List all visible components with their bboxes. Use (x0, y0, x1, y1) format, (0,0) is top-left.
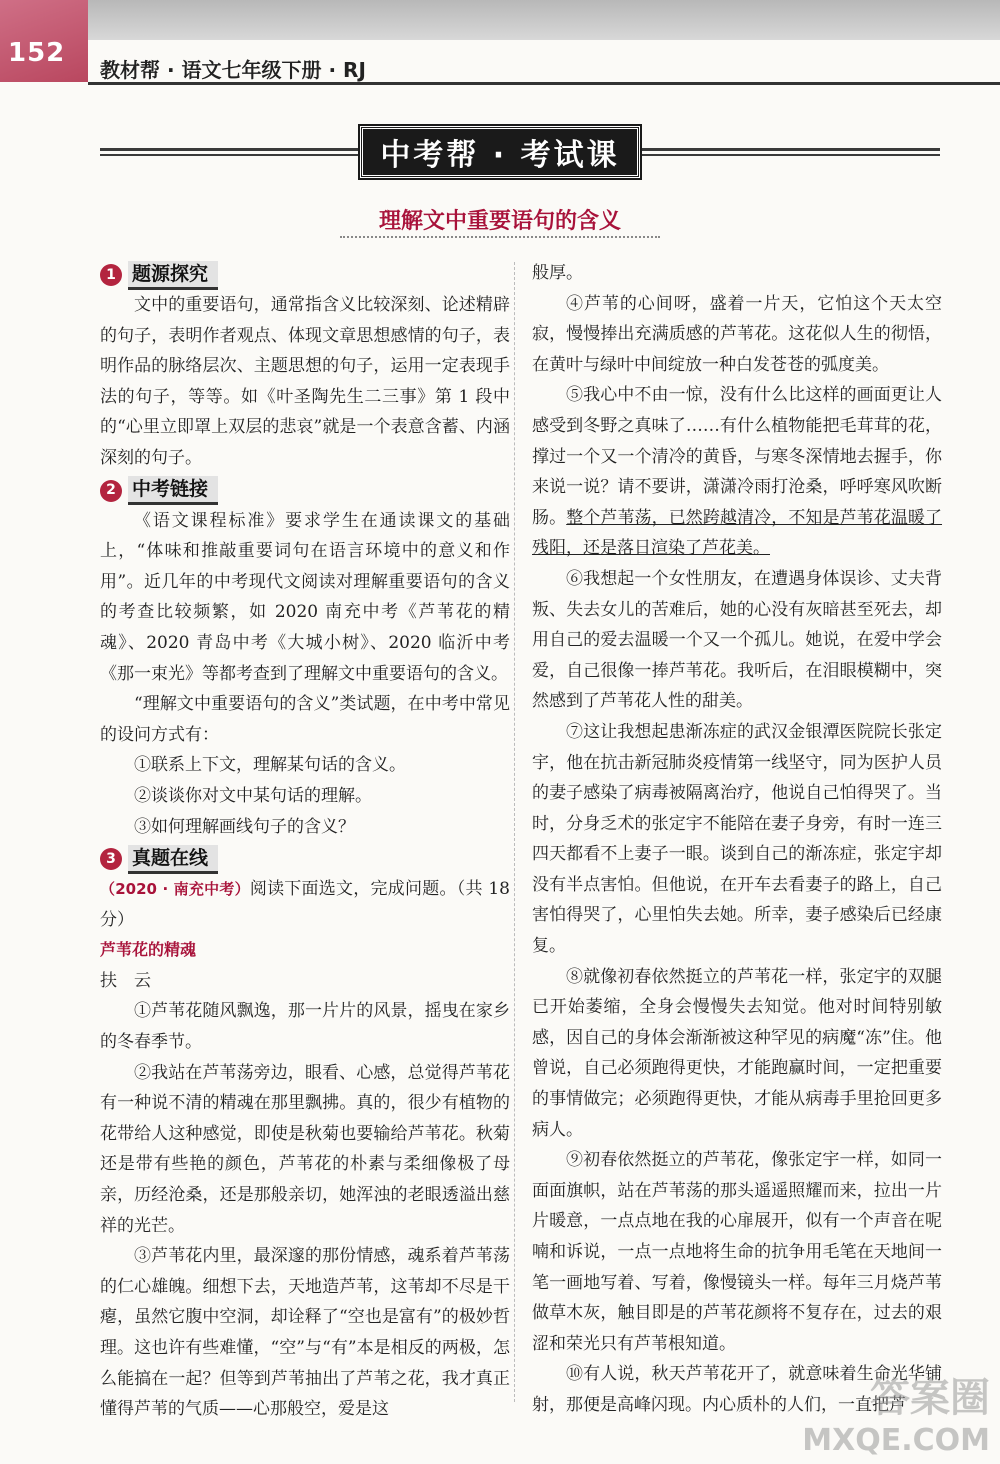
paragraph-text: ⑤我心中不由一惊，没有什么比这样的画面更让人感受到冬野之真味了……有什么植物能把毛茸茸的花，撑过一个又一个清冷的黄昏，与寒冬深情地去握手，你来说一说？请不要讲，潇潇冷雨打沧桑，呼呼寒风吹断肠。 (532, 385, 942, 528)
question-type: ③如何理解画线句子的含义？ (134, 816, 355, 837)
section-number-icon: 2 (100, 480, 122, 502)
header-band (88, 0, 1000, 40)
page-number: 152 (8, 38, 66, 68)
article-paragraph: ⑥我想起一个女性朋友，在遭遇身体误诊、丈夫背叛、失去女儿的苦难后，她的心没有灰暗甚至死去，却用自己的爱去温暖一个又一个孤儿。她说，在爱中学会爱，自己很像一捧芦苇花。我听后，在泪眼模糊中，突然感到了芦苇花人性的甜美。 (532, 568, 942, 712)
banner-title: 中考帮 · 考试课 (380, 138, 620, 173)
article-paragraph: 般厚。 (532, 263, 583, 283)
underlined-sentence: 整个芦苇荡，已然跨越清冷，不知是芦苇花温暖了残阳，还是落日渲染了芦花美。 (532, 507, 943, 559)
article-author: 扶云 (100, 970, 168, 991)
watermark (802, 1366, 990, 1458)
article-paragraph: ⑧就像初春依然挺立的芦苇花一样，张定宇的双腿已开始萎缩，全身会慢慢失去知觉。他对时间特别敏感，因自己的身体会渐渐被这种罕见的病魔“冻”住。他曾说，自己必须跑得更快，才能跑赢时间，一定把重要的事情做完；必须跑得更快，才能从病毒手里抢回更多病人。 (532, 966, 942, 1140)
section-title: 中考链接 (128, 476, 218, 505)
section-banner (360, 126, 640, 178)
article-paragraph: ①芦苇花随风飘逸，那一片片的风景，摇曳在家乡的冬春季节。 (100, 1001, 510, 1053)
article-paragraph: ⑨初春依然挺立的芦苇花，像张定宇一样，如同一面面旗帜，站在芦苇荡的那头遥遥照耀而来，拉出一片片暖意，一点点地在我的心扉展开，似有一个声音在呢喃和诉说，一点一点地将生命的抗争用毛笔在天地间一笔一画地写着、写着，像慢镜头一样。每年三月烧芦苇做草木灰，触目即是的芦苇花颜将不复存在，过去的艰涩和荣光只有芦苇根知道。 (532, 1150, 942, 1354)
question-type: ①联系上下文，理解某句话的含义。 (134, 755, 406, 776)
right-column (532, 258, 942, 1421)
left-column (100, 258, 510, 1425)
section-number-icon: 1 (100, 264, 122, 286)
watermark-logo: 答案圈 (870, 1375, 990, 1421)
section-number-icon: 3 (100, 848, 122, 870)
article-paragraph: ⑩有人说，秋天芦苇花开了，就意味着生命光华铺射，那便是高峰闪现。内心质朴的人们，一直把芦 (532, 1364, 942, 1415)
section-heading-3 (100, 844, 510, 874)
book-title: 教材帮 · 语文七年级下册 · RJ (100, 58, 366, 82)
article-paragraph: ③芦苇花内里，最深邃的那份情感，魂系着芦苇荡的仁心雄魄。细想下去，天地造芦苇，这苇却不尽是干瘪，虽然它腹中空洞，却诠释了“空也是富有”的极妙哲理。这也许有些难懂，“空”与“有”本是相反的两极，怎么能搞在一起？但等到芦苇抽出了芦苇之花，我才真正懂得芦苇的气质——心那般空，爱是这 (100, 1246, 510, 1420)
paragraph: 文中的重要语句，通常指含义比较深刻、论述精辟的句子，表明作者观点、体现文章思想感情的句子，表明作品的脉络层次、主题思想的句子，运用一定表现手法的句子，等等。如《叶圣陶先生二三事》第 1 段中的“心里立即罩上双层的悲哀”就是一个表意含蓄、内涵深刻的句子。 (100, 295, 510, 468)
page-subtitle: 理解文中重要语句的含义 (378, 209, 621, 234)
header-rule (88, 82, 1000, 85)
paragraph: “理解文中重要语句的含义”类试题，在中考中常见的设问方式有： (100, 694, 510, 745)
section-title: 真题在线 (128, 845, 218, 874)
article-title: 芦苇花的精魂 (100, 940, 197, 960)
article-paragraph: ④芦苇的心间呀，盛着一片天，它怕这个天太空寂，慢慢捧出充满质感的芦苇花。这花似人生的彻悟，在黄叶与绿叶中间绽放一种白发苍苍的弧度美。 (532, 293, 942, 375)
exam-instruction (100, 874, 510, 935)
question-type: ②谈谈你对文中某句话的理解。 (134, 785, 372, 806)
page-number-box (0, 0, 88, 82)
exam-source: （2020 · 南充中考） (100, 880, 250, 899)
article-paragraph (532, 380, 942, 564)
article-paragraph: ⑦这让我想起患渐冻症的武汉金银潭医院院长张定宇，他在抗击新冠肺炎疫情第一线坚守，同为医护人员的妻子感染了病毒被隔离治疗，他说自己怕得哭了。当时，分身乏术的张定宇不能陪在妻子身旁，有时一连三四天都看不上妻子一眼。谈到自己的渐冻症，张定宇却没有半点害怕。但他说，在开车去看妻子的路上，自己害怕得哭了，心里怕失去她。所幸，妻子感染后已经康复。 (532, 721, 942, 957)
section-heading-1 (100, 260, 510, 290)
page-header (0, 0, 1000, 90)
column-divider (514, 262, 515, 1402)
subtitle-rule (340, 236, 660, 238)
section-title: 题源探究 (128, 261, 218, 290)
instruction-text: 阅读下面选文，完成问题。（共 18 分） (100, 879, 510, 930)
section-heading-2 (100, 476, 510, 506)
article-paragraph: ②我站在芦苇荡旁边，眼看、心感，总觉得芦苇花有一种说不清的精魂在那里飘拂。真的，很少有植物的花带给人这种感觉，即使是秋菊也要输给芦苇花。秋菊还是带有些艳的颜色，芦苇花的朴素与柔细像极了母亲，历经沧桑，还是那般亲切，她浑浊的老眼透溢出慈祥的光芒。 (100, 1062, 510, 1236)
watermark-url: MXQE.COM (802, 1423, 990, 1458)
paragraph: 《语文课程标准》要求学生在通读课文的基础上，“体味和推敲重要词句在语言环境中的意义和作用”。近几年的中考现代文阅读对理解重要语句的含义的考查比较频繁，如 2020 南充中考《芦苇花的精魂》、2020 青岛中考《大城小树》、2020 临沂中考《那一束光》等都考查到了理解文中重要语句的含义。 (100, 510, 510, 684)
